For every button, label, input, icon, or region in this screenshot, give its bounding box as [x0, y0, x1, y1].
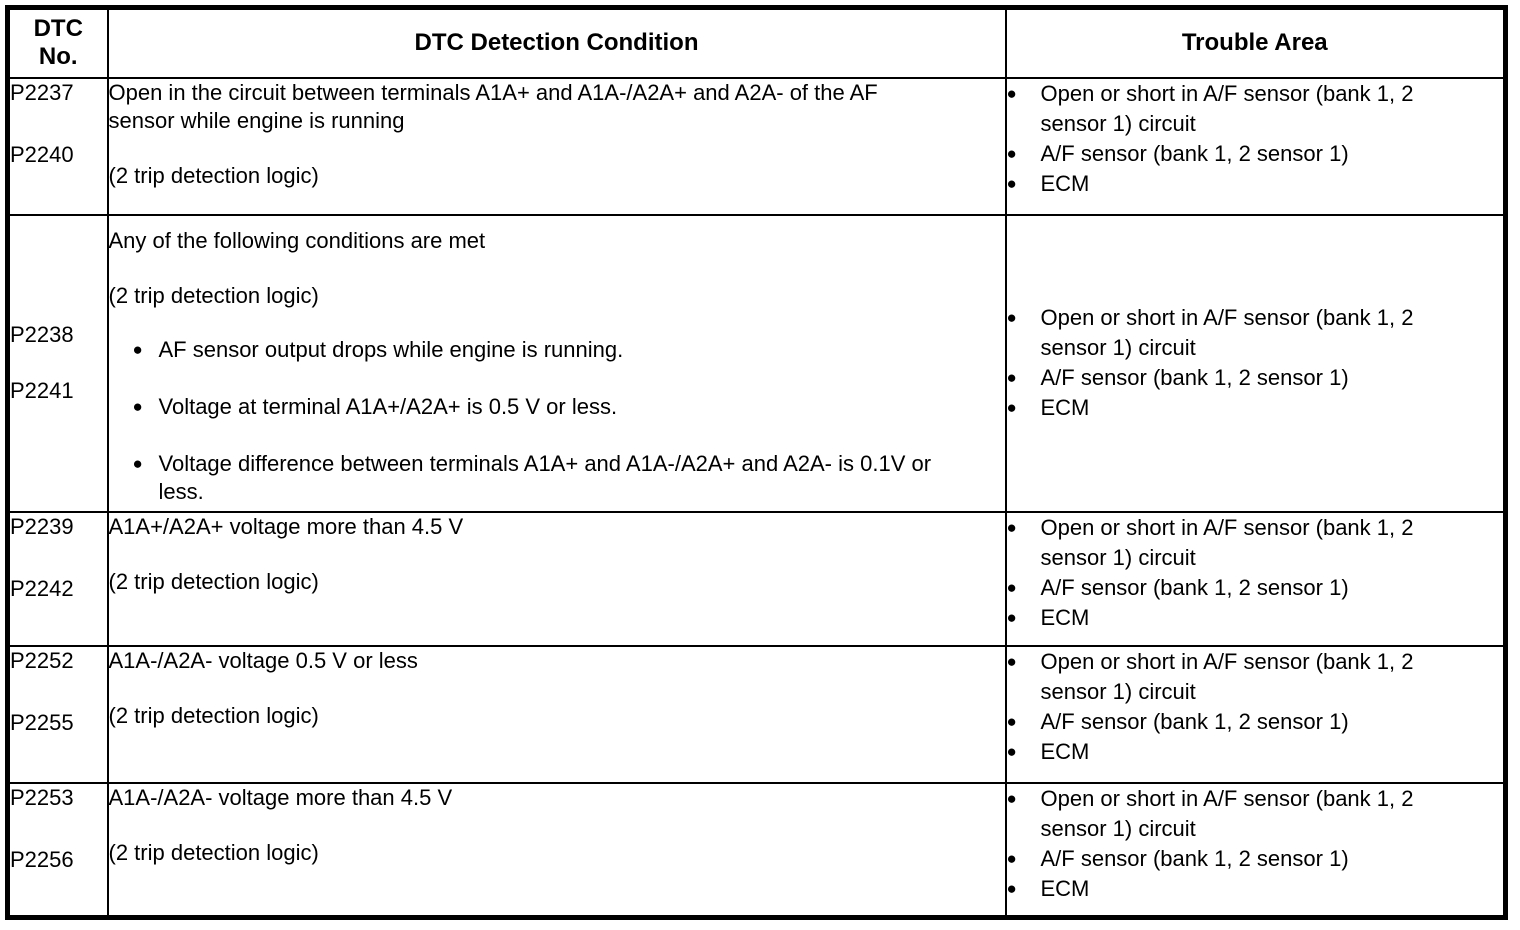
bullet-icon: ●: [1006, 577, 1017, 597]
dtc-no-cell: [8, 215, 108, 512]
bullet-text: Open or short in A/F sensor (bank 1, 2 sensor 1) circuit: [1040, 514, 1414, 570]
bullet-icon: ●: [132, 339, 143, 359]
dtc-no-cell: [8, 646, 108, 783]
bullet-item: [1007, 169, 1504, 199]
header-detection-condition: DTC Detection Condition: [108, 8, 1006, 78]
bullet-text: AF sensor output drops while engine is running.: [158, 336, 624, 362]
trouble-bullet-list: [1007, 647, 1504, 767]
dtc-no-cell: [8, 783, 108, 918]
detection-condition-cell: [108, 646, 1006, 783]
dtc-code-primary: P2239: [10, 513, 74, 539]
bullet-item: [133, 393, 1005, 421]
trip-logic-note: (2 trip detection logic): [108, 162, 319, 188]
bullet-icon: ●: [1006, 711, 1017, 731]
bullet-item: [1007, 393, 1504, 423]
bullet-icon: ●: [1006, 607, 1017, 627]
bullet-item: [1007, 707, 1504, 737]
dtc-no-cell: [8, 78, 108, 215]
dtc-table-body: [8, 78, 1506, 918]
bullet-text: A/F sensor (bank 1, 2 sensor 1): [1040, 574, 1349, 600]
bullet-text: A/F sensor (bank 1, 2 sensor 1): [1040, 365, 1349, 390]
bullet-text: Open or short in A/F sensor (bank 1, 2 sensor 1) circuit: [1040, 648, 1414, 704]
bullet-text: ECM: [1040, 395, 1090, 420]
dtc-code-primary: P2237: [10, 79, 74, 105]
bullet-icon: ●: [1006, 308, 1017, 327]
bullet-icon: ●: [1006, 398, 1017, 417]
condition-text: Any of the following conditions are met: [108, 227, 486, 253]
trouble-bullet-list: [1007, 784, 1504, 904]
bullet-item: [1007, 603, 1504, 633]
table-row: [8, 783, 1506, 918]
trip-logic-note: (2 trip detection logic): [108, 839, 319, 865]
bullet-icon: ●: [1006, 173, 1017, 193]
trip-logic-note: (2 trip detection logic): [108, 702, 319, 728]
dtc-table: [5, 5, 1508, 920]
trip-logic-note: (2 trip detection logic): [108, 282, 319, 308]
condition-text: A1A-/A2A- voltage more than 4.5 V: [108, 784, 453, 810]
trouble-area-cell: [1006, 215, 1506, 512]
trouble-area-cell: [1006, 78, 1506, 215]
bullet-text: ECM: [1040, 604, 1090, 630]
bullet-item: [1007, 573, 1504, 603]
bullet-item: [1007, 513, 1504, 573]
dtc-code-secondary: P2255: [10, 709, 74, 735]
trouble-bullet-list: [1007, 303, 1504, 423]
dtc-code-primary: P2253: [10, 784, 74, 810]
bullet-icon: ●: [1006, 83, 1017, 103]
bullet-icon: ●: [1006, 368, 1017, 387]
bullet-text: ECM: [1040, 875, 1090, 901]
bullet-item: [1007, 303, 1504, 363]
bullet-text: Open or short in A/F sensor (bank 1, 2 sensor 1) circuit: [1040, 785, 1414, 841]
bullet-item: [1007, 737, 1504, 767]
detection-condition-cell: [108, 783, 1006, 918]
bullet-text: ECM: [1040, 738, 1090, 764]
bullet-item: [1007, 79, 1504, 139]
header-dtc-no-line1: DTC: [33, 15, 83, 43]
bullet-icon: ●: [1006, 788, 1017, 808]
condition-text: Open in the circuit between terminals A1A+ and A1A-/A2A+ and A2A- of the AF sensor while engine is running: [108, 79, 878, 133]
dtc-code-primary: P2238: [10, 322, 74, 347]
table-row: [8, 215, 1506, 512]
detection-condition-cell: [108, 512, 1006, 646]
bullet-icon: ●: [1006, 517, 1017, 537]
bullet-icon: ●: [1006, 741, 1017, 761]
bullet-icon: ●: [1006, 878, 1017, 898]
bullet-icon: ●: [132, 453, 143, 473]
table-row: [8, 512, 1506, 646]
detection-condition-cell: [108, 78, 1006, 215]
trip-logic-note: (2 trip detection logic): [108, 568, 319, 594]
bullet-icon: ●: [1006, 651, 1017, 671]
table-row: [8, 78, 1506, 215]
bullet-text: ECM: [1040, 170, 1090, 196]
trouble-bullet-list: [1007, 513, 1504, 633]
header-dtc-no-line2: No.: [38, 43, 78, 71]
bullet-text: A/F sensor (bank 1, 2 sensor 1): [1040, 140, 1349, 166]
table-row: [8, 646, 1506, 783]
bullet-text: Open or short in A/F sensor (bank 1, 2 sensor 1) circuit: [1040, 305, 1414, 360]
bullet-text: A/F sensor (bank 1, 2 sensor 1): [1040, 845, 1349, 871]
bullet-item: [1007, 784, 1504, 844]
dtc-code-secondary: P2240: [10, 141, 74, 167]
dtc-code-secondary: P2256: [10, 846, 74, 872]
trouble-area-cell: [1006, 512, 1506, 646]
bullet-item: [1007, 844, 1504, 874]
bullet-item: [1007, 874, 1504, 904]
dtc-code-secondary: P2241: [10, 378, 74, 403]
bullet-text: A/F sensor (bank 1, 2 sensor 1): [1040, 708, 1349, 734]
condition-text: A1A-/A2A- voltage 0.5 V or less: [108, 647, 418, 673]
bullet-item: [1007, 647, 1504, 707]
bullet-text: Voltage at terminal A1A+/A2A+ is 0.5 V or less.: [158, 393, 618, 419]
trouble-area-cell: [1006, 646, 1506, 783]
header-trouble-area: Trouble Area: [1006, 8, 1506, 78]
condition-bullet-list: [109, 336, 1005, 506]
condition-text: A1A+/A2A+ voltage more than 4.5 V: [108, 513, 464, 539]
bullet-item: [133, 336, 1005, 364]
dtc-no-cell: [8, 512, 108, 646]
header-row: [8, 8, 1506, 78]
dtc-code-primary: P2252: [10, 647, 74, 673]
dtc-code-secondary: P2242: [10, 575, 74, 601]
dtc-table-header: [8, 8, 1506, 78]
bullet-text: Open or short in A/F sensor (bank 1, 2 sensor 1) circuit: [1040, 80, 1414, 136]
bullet-text: Voltage difference between terminals A1A+ and A1A-/A2A+ and A2A- is 0.1V or less.: [158, 450, 932, 504]
bullet-item: [1007, 139, 1504, 169]
trouble-bullet-list: [1007, 79, 1504, 199]
bullet-icon: ●: [1006, 143, 1017, 163]
bullet-item: [133, 450, 1005, 506]
bullet-item: [1007, 363, 1504, 393]
bullet-icon: ●: [132, 396, 143, 416]
detection-condition-cell: [108, 215, 1006, 512]
bullet-icon: ●: [1006, 848, 1017, 868]
trouble-area-cell: [1006, 783, 1506, 918]
header-dtc-no: [8, 8, 108, 78]
